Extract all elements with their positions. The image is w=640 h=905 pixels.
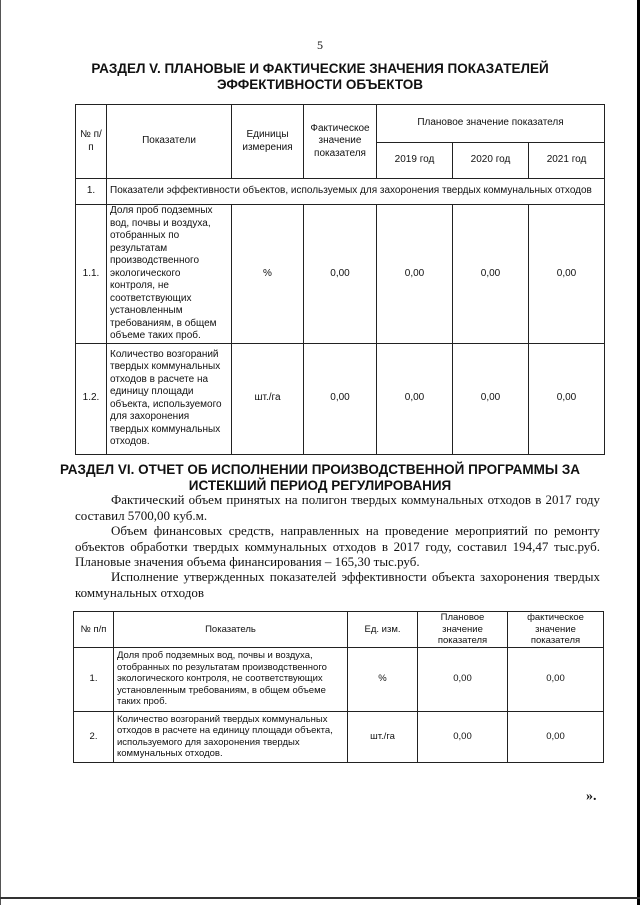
row-unit: % bbox=[232, 205, 304, 344]
row-unit: % bbox=[348, 647, 418, 711]
row-2021: 0,00 bbox=[529, 205, 605, 344]
section5-title-line1: РАЗДЕЛ V. ПЛАНОВЫЕ И ФАКТИЧЕСКИЕ ЗНАЧЕНИЯ ПОКАЗАТЕЛЕЙ bbox=[91, 61, 549, 76]
table-row bbox=[74, 647, 604, 711]
col-header-planned: Плановое значение показателя bbox=[418, 612, 508, 648]
row-actual: 0,00 bbox=[304, 343, 377, 454]
row-indicator: Доля проб подземных вод, почвы и воздуха, отобранных по результатам производственного экологического контроля, не соответствующих установленным требованиям, в общем объеме таких проб. bbox=[114, 647, 348, 711]
row-indicator: Доля проб подземных вод, почвы и воздуха, отобранных по результатам производственного экологического контроля, не соответствующих установленным требованиям, в общем объеме таких проб. bbox=[107, 205, 232, 344]
row-actual: 0,00 bbox=[508, 647, 604, 711]
row-num: 2. bbox=[74, 711, 114, 762]
section6-title-line1: РАЗДЕЛ VI. ОТЧЕТ ОБ ИСПОЛНЕНИИ ПРОИЗВОДСТВЕННОЙ ПРОГРАММЫ ЗА bbox=[59, 462, 581, 477]
row-2020: 0,00 bbox=[453, 205, 529, 344]
col-header-year-2019: 2019 год bbox=[377, 143, 453, 179]
row-actual: 0,00 bbox=[508, 711, 604, 762]
table-row bbox=[74, 711, 604, 762]
col-header-year-2020: 2020 год bbox=[453, 143, 529, 179]
row-2021: 0,00 bbox=[529, 343, 605, 454]
paragraph-volume: Фактический объем принятых на полигон твердых коммунальных отходов в 2017 году составил 5700,00 куб.м. bbox=[75, 492, 600, 523]
col-header-actual: фактическое значение показателя bbox=[508, 612, 604, 648]
col-header-units: Единицы измерения bbox=[232, 105, 304, 179]
section5-table bbox=[75, 104, 605, 455]
row-indicator: Количество возгораний твердых коммунальных отходов в расчете на единицу площади объекта, используемого для захоронения твердых коммунальных отходов. bbox=[107, 343, 232, 454]
row-num: 1.2. bbox=[76, 343, 107, 454]
col-header-indicators: Показатели bbox=[107, 105, 232, 179]
scan-edge-bottom bbox=[0, 897, 640, 899]
section5-title-line2: ЭФФЕКТИВНОСТИ ОБЪЕКТОВ bbox=[216, 77, 424, 92]
scan-edge-left bbox=[0, 0, 1, 905]
row-2019: 0,00 bbox=[377, 343, 453, 454]
group-row bbox=[76, 179, 605, 205]
row-actual: 0,00 bbox=[304, 205, 377, 344]
section5-title bbox=[40, 61, 600, 93]
row-indicator: Количество возгораний твердых коммунальных отходов в расчете на единицу площади объекта, используемого для захоронения твердых коммунальных отходов. bbox=[114, 711, 348, 762]
row-2020: 0,00 bbox=[453, 343, 529, 454]
row-unit: шт./га bbox=[232, 343, 304, 454]
row-planned: 0,00 bbox=[418, 711, 508, 762]
row-num: 1. bbox=[74, 647, 114, 711]
col-header-indicator: Показатель bbox=[114, 612, 348, 648]
col-header-actual: Фактическое значение показателя bbox=[304, 105, 377, 179]
paragraph-financing: Объем финансовых средств, направленных на проведение мероприятий по ремонту объектов обработки твердых коммунальных отходов в 2017 году, составил 194,47 тыс.руб. Плановые значения объема финансирования – 165,30 тыс.руб. bbox=[75, 523, 600, 569]
table-row bbox=[76, 205, 605, 344]
row-planned: 0,00 bbox=[418, 647, 508, 711]
closing-quote-mark: ». bbox=[586, 789, 597, 804]
page-number: 5 bbox=[317, 38, 323, 52]
section6-title-line2: ИСТЕКШИЙ ПЕРИОД РЕГУЛИРОВАНИЯ bbox=[188, 478, 452, 493]
col-header-year-2021: 2021 год bbox=[529, 143, 605, 179]
row-2019: 0,00 bbox=[377, 205, 453, 344]
section6-table bbox=[73, 611, 604, 763]
col-header-num: № п/п bbox=[74, 612, 114, 648]
col-header-unit: Ед. изм. bbox=[348, 612, 418, 648]
section6-title bbox=[40, 462, 600, 494]
row-num: 1.1. bbox=[76, 205, 107, 344]
group-row-text: Показатели эффективности объектов, используемых для захоронения твердых коммунальных отходов bbox=[107, 179, 605, 205]
col-header-planned: Плановое значение показателя bbox=[377, 105, 605, 143]
table-row bbox=[76, 343, 605, 454]
row-unit: шт./га bbox=[348, 711, 418, 762]
group-row-num: 1. bbox=[76, 179, 107, 205]
paragraph-performance: Исполнение утвержденных показателей эффективности объекта захоронения твердых коммунальных отходов bbox=[75, 569, 600, 600]
col-header-num: № п/п bbox=[76, 105, 107, 179]
